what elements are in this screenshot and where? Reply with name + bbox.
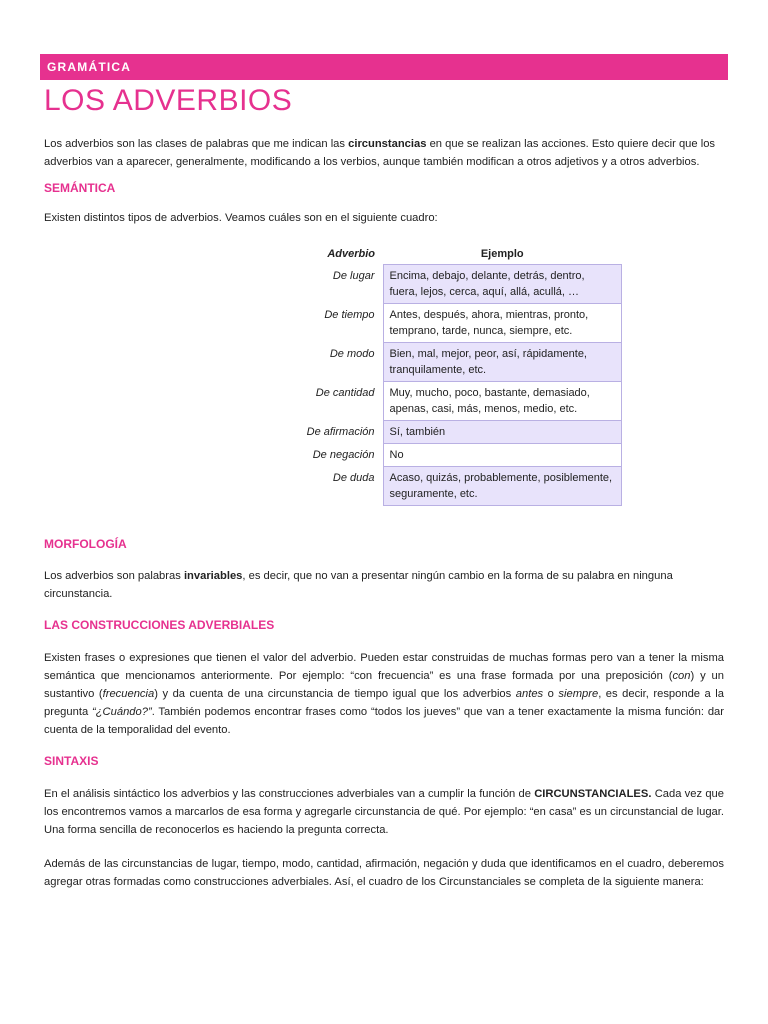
adverb-example: Antes, después, ahora, mientras, pronto, temprano, tarde, nunca, siempre, etc. [383, 304, 622, 343]
morfologia-bold: invariables [183, 570, 243, 582]
semantica-paragraph: Existen distintos tipos de adverbios. Veamos cuáles son en el siguiente cuadro: [44, 212, 438, 224]
construcciones-text: . También podemos encontrar frases como “todos los jueves” que van a tener exactamente la misma función: dar cuenta de la temporalidad del evento. [44, 706, 724, 736]
construcciones-italic: frecuencia [102, 688, 155, 700]
adverb-example: Bien, mal, mejor, peor, así, rápidamente, tranquilamente, etc. [383, 343, 622, 382]
sintaxis-text-end: Cada vez que los encontremos vamos a marcarlos de esa forma y agregarle circunstancia de qué. Por ejemplo: “en casa” es un circunstancial de lugar. Una forma sencilla de reconocerlos es haciendo la pregunta correcta. [44, 788, 724, 836]
adverb-example: Acaso, quizás, probablemente, posiblemente, seguramente, etc. [383, 467, 622, 506]
intro-text-end: en que se realizan las acciones. Esto quiere decir que los adverbios van a aparecer, generalmente, modificando a los verbios, aunque también modifican a otros adjetivos y a otros adverbios. [44, 138, 716, 168]
table-row [290, 265, 622, 304]
header-ejemplo: Ejemplo [480, 248, 524, 260]
table-row [290, 467, 622, 506]
construcciones-italic: “¿Cuándo?” [92, 706, 152, 718]
adverb-example: Encima, debajo, delante, detrás, dentro, fuera, lejos, cerca, aquí, allá, acullá, … [383, 265, 622, 304]
header-adverbio: Adverbio [327, 248, 375, 261]
morfologia-text-end: , es decir, que no van a presentar ningún cambio en la forma de su palabra en ninguna circunstancia. [44, 570, 673, 600]
adverb-type: De duda [332, 471, 375, 484]
section-banner [40, 54, 728, 80]
morfologia-text: Los adverbios son palabras [44, 570, 184, 582]
adverb-type: De afirmación [306, 425, 375, 438]
adverb-type: De tiempo [324, 308, 375, 321]
construcciones-text: , es decir, responde a la pregunta [44, 688, 724, 718]
heading-construcciones: LAS CONSTRUCCIONES ADVERBIALES [44, 618, 275, 632]
page-title: LOS ADVERBIOS [44, 84, 293, 117]
intro-text: Los adverbios son las clases de palabras que me indican las [44, 138, 349, 150]
adverb-example: Sí, también [383, 421, 622, 444]
adverb-type: De negación [312, 448, 375, 461]
table-row [290, 304, 622, 343]
adverb-example: No [383, 444, 622, 467]
morfologia-paragraph [44, 567, 724, 603]
table-header-row [290, 244, 622, 265]
construcciones-text: o [543, 688, 559, 700]
sintaxis-paragraph-1 [44, 785, 724, 839]
table-row [290, 343, 622, 382]
sintaxis-text: En el análisis sintáctico los adverbios y las construcciones adverbiales van a cumplir la función de [44, 788, 535, 800]
table-row [290, 421, 622, 444]
banner-label: GRAMÁTICA [47, 60, 132, 74]
heading-semantica: SEMÁNTICA [44, 181, 116, 195]
construcciones-italic: siempre [558, 688, 599, 700]
table-row [290, 382, 622, 421]
construcciones-text: ) y da cuenta de una circunstancia de tiempo igual que los adverbios [154, 688, 516, 700]
construcciones-italic: con [672, 670, 691, 682]
construcciones-paragraph [44, 649, 724, 739]
sintaxis-bold: CIRCUNSTANCIALES. [534, 788, 652, 800]
sintaxis-paragraph-2: Además de las circunstancias de lugar, tiempo, modo, cantidad, afirmación, negación y duda que identificamos en el cuadro, deberemos agregar otras formadas como construcciones adverbiales. Así, el cuadro de los Circunstanciales se completa de la siguiente manera: [44, 858, 724, 888]
adverbs-table [290, 244, 622, 506]
table-row [290, 444, 622, 467]
construcciones-italic: antes [515, 688, 544, 700]
intro-paragraph [44, 135, 724, 171]
intro-bold: circunstancias [348, 138, 427, 150]
heading-morfologia: MORFOLOGÍA [44, 537, 127, 551]
adverb-type: De modo [329, 347, 375, 360]
adverb-type: De lugar [332, 269, 375, 282]
construcciones-text: Existen frases o expresiones que tienen el valor del adverbio. Pueden estar construidas de muchas formas pero van a tener la misma semántica que mencionamos anteriormente. Por ejemplo: “con frecuencia” es una frase formada por una preposición ( [44, 652, 724, 682]
construcciones-text: ) y un sustantivo ( [44, 670, 725, 700]
heading-sintaxis: SINTAXIS [44, 754, 99, 768]
adverb-type: De cantidad [315, 386, 375, 399]
adverb-example: Muy, mucho, poco, bastante, demasiado, apenas, casi, más, menos, medio, etc. [383, 382, 622, 421]
